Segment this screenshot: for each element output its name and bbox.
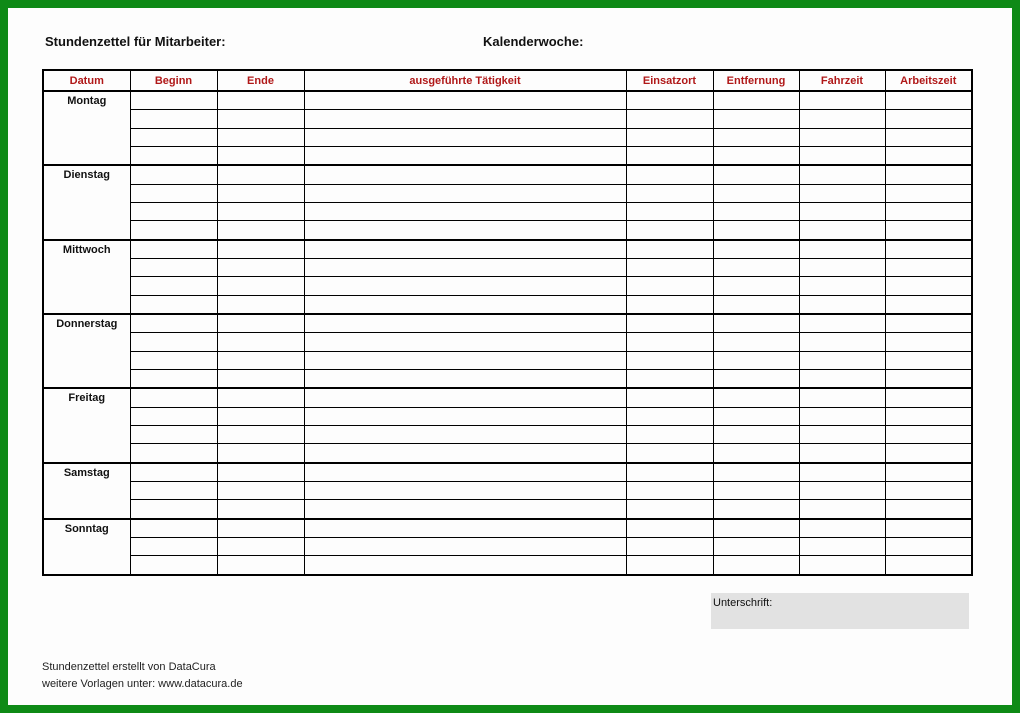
column-header-taetigkeit: ausgeführte Tätigkeit bbox=[304, 70, 626, 91]
cell-fahrzeit[interactable] bbox=[799, 519, 885, 538]
cell-beginn[interactable] bbox=[130, 519, 217, 538]
table-row bbox=[43, 500, 972, 519]
cell-beginn[interactable] bbox=[130, 388, 217, 407]
cell-einsatzort[interactable] bbox=[626, 128, 713, 146]
cell-ende[interactable] bbox=[217, 388, 304, 407]
timesheet-table bbox=[42, 69, 973, 576]
column-header-ende: Ende bbox=[217, 70, 304, 91]
cell-fahrzeit[interactable] bbox=[799, 147, 885, 166]
cell-einsatzort[interactable] bbox=[626, 203, 713, 221]
cell-ende[interactable] bbox=[217, 203, 304, 221]
day-label: Montag bbox=[43, 91, 130, 165]
cell-entfernung[interactable] bbox=[713, 482, 799, 500]
table-row bbox=[43, 333, 972, 351]
cell-beginn[interactable] bbox=[130, 203, 217, 221]
cell-entfernung[interactable] bbox=[713, 444, 799, 463]
table-header-row bbox=[43, 70, 972, 91]
cell-fahrzeit[interactable] bbox=[799, 407, 885, 425]
cell-arbeitszeit[interactable] bbox=[885, 407, 972, 425]
footer-more-templates: weitere Vorlagen unter: www.datacura.de bbox=[42, 678, 243, 690]
cell-fahrzeit[interactable] bbox=[799, 314, 885, 333]
cell-entfernung[interactable] bbox=[713, 519, 799, 538]
cell-einsatzort[interactable] bbox=[626, 388, 713, 407]
timesheet-body bbox=[43, 91, 972, 575]
cell-taetigkeit[interactable] bbox=[304, 147, 626, 166]
cell-einsatzort[interactable] bbox=[626, 184, 713, 202]
cell-beginn[interactable] bbox=[130, 277, 217, 295]
table-row bbox=[43, 351, 972, 369]
cell-ende[interactable] bbox=[217, 240, 304, 259]
cell-entfernung[interactable] bbox=[713, 221, 799, 240]
table-row bbox=[43, 295, 972, 314]
cell-einsatzort[interactable] bbox=[626, 463, 713, 482]
day-label: Freitag bbox=[43, 388, 130, 462]
cell-ende[interactable] bbox=[217, 519, 304, 538]
cell-entfernung[interactable] bbox=[713, 388, 799, 407]
cell-beginn[interactable] bbox=[130, 370, 217, 389]
cell-taetigkeit[interactable] bbox=[304, 351, 626, 369]
cell-ende[interactable] bbox=[217, 147, 304, 166]
cell-entfernung[interactable] bbox=[713, 351, 799, 369]
employee-label: Stundenzettel für Mitarbeiter: bbox=[45, 34, 226, 49]
table-row bbox=[43, 91, 972, 110]
cell-entfernung[interactable] bbox=[713, 407, 799, 425]
cell-taetigkeit[interactable] bbox=[304, 277, 626, 295]
cell-einsatzort[interactable] bbox=[626, 277, 713, 295]
column-header-einsatzort: Einsatzort bbox=[626, 70, 713, 91]
cell-einsatzort[interactable] bbox=[626, 444, 713, 463]
cell-beginn[interactable] bbox=[130, 314, 217, 333]
cell-einsatzort[interactable] bbox=[626, 110, 713, 128]
cell-fahrzeit[interactable] bbox=[799, 500, 885, 519]
cell-taetigkeit[interactable] bbox=[304, 110, 626, 128]
cell-beginn[interactable] bbox=[130, 482, 217, 500]
cell-ende[interactable] bbox=[217, 482, 304, 500]
table-row bbox=[43, 277, 972, 295]
cell-entfernung[interactable] bbox=[713, 128, 799, 146]
cell-ende[interactable] bbox=[217, 407, 304, 425]
cell-arbeitszeit[interactable] bbox=[885, 314, 972, 333]
cell-ende[interactable] bbox=[217, 556, 304, 575]
cell-beginn[interactable] bbox=[130, 426, 217, 444]
cell-beginn[interactable] bbox=[130, 184, 217, 202]
cell-entfernung[interactable] bbox=[713, 463, 799, 482]
cell-einsatzort[interactable] bbox=[626, 482, 713, 500]
signature-field[interactable] bbox=[711, 593, 969, 629]
cell-taetigkeit[interactable] bbox=[304, 538, 626, 556]
cell-taetigkeit[interactable] bbox=[304, 91, 626, 110]
cell-fahrzeit[interactable] bbox=[799, 538, 885, 556]
cell-entfernung[interactable] bbox=[713, 295, 799, 314]
cell-ende[interactable] bbox=[217, 444, 304, 463]
cell-ende[interactable] bbox=[217, 426, 304, 444]
cell-fahrzeit[interactable] bbox=[799, 351, 885, 369]
cell-arbeitszeit[interactable] bbox=[885, 463, 972, 482]
cell-ende[interactable] bbox=[217, 184, 304, 202]
cell-entfernung[interactable] bbox=[713, 426, 799, 444]
cell-arbeitszeit[interactable] bbox=[885, 556, 972, 575]
cell-arbeitszeit[interactable] bbox=[885, 221, 972, 240]
cell-entfernung[interactable] bbox=[713, 277, 799, 295]
table-row bbox=[43, 184, 972, 202]
cell-arbeitszeit[interactable] bbox=[885, 351, 972, 369]
cell-fahrzeit[interactable] bbox=[799, 556, 885, 575]
cell-taetigkeit[interactable] bbox=[304, 203, 626, 221]
calendar-week-label: Kalenderwoche: bbox=[483, 34, 584, 49]
cell-ende[interactable] bbox=[217, 277, 304, 295]
cell-arbeitszeit[interactable] bbox=[885, 538, 972, 556]
cell-taetigkeit[interactable] bbox=[304, 370, 626, 389]
cell-arbeitszeit[interactable] bbox=[885, 277, 972, 295]
cell-arbeitszeit[interactable] bbox=[885, 110, 972, 128]
day-label: Mittwoch bbox=[43, 240, 130, 314]
cell-taetigkeit[interactable] bbox=[304, 426, 626, 444]
cell-beginn[interactable] bbox=[130, 538, 217, 556]
day-label: Sonntag bbox=[43, 519, 130, 575]
table-row bbox=[43, 370, 972, 389]
cell-einsatzort[interactable] bbox=[626, 91, 713, 110]
column-header-arbeitszeit: Arbeitszeit bbox=[885, 70, 972, 91]
cell-arbeitszeit[interactable] bbox=[885, 500, 972, 519]
cell-entfernung[interactable] bbox=[713, 147, 799, 166]
cell-einsatzort[interactable] bbox=[626, 556, 713, 575]
table-row bbox=[43, 426, 972, 444]
cell-fahrzeit[interactable] bbox=[799, 221, 885, 240]
cell-taetigkeit[interactable] bbox=[304, 333, 626, 351]
cell-arbeitszeit[interactable] bbox=[885, 333, 972, 351]
cell-arbeitszeit[interactable] bbox=[885, 519, 972, 538]
cell-ende[interactable] bbox=[217, 333, 304, 351]
cell-entfernung[interactable] bbox=[713, 556, 799, 575]
cell-taetigkeit[interactable] bbox=[304, 240, 626, 259]
day-label: Donnerstag bbox=[43, 314, 130, 388]
cell-einsatzort[interactable] bbox=[626, 370, 713, 389]
signature-label: Unterschrift: bbox=[713, 597, 773, 609]
cell-einsatzort[interactable] bbox=[626, 538, 713, 556]
cell-taetigkeit[interactable] bbox=[304, 165, 626, 184]
cell-einsatzort[interactable] bbox=[626, 221, 713, 240]
table-row bbox=[43, 221, 972, 240]
cell-entfernung[interactable] bbox=[713, 240, 799, 259]
cell-arbeitszeit[interactable] bbox=[885, 165, 972, 184]
cell-beginn[interactable] bbox=[130, 147, 217, 166]
cell-taetigkeit[interactable] bbox=[304, 221, 626, 240]
day-label: Samstag bbox=[43, 463, 130, 519]
cell-einsatzort[interactable] bbox=[626, 519, 713, 538]
cell-taetigkeit[interactable] bbox=[304, 295, 626, 314]
cell-ende[interactable] bbox=[217, 128, 304, 146]
table-row bbox=[43, 314, 972, 333]
cell-taetigkeit[interactable] bbox=[304, 128, 626, 146]
cell-einsatzort[interactable] bbox=[626, 314, 713, 333]
cell-taetigkeit[interactable] bbox=[304, 463, 626, 482]
cell-beginn[interactable] bbox=[130, 240, 217, 259]
cell-beginn[interactable] bbox=[130, 259, 217, 277]
cell-beginn[interactable] bbox=[130, 91, 217, 110]
cell-fahrzeit[interactable] bbox=[799, 370, 885, 389]
cell-fahrzeit[interactable] bbox=[799, 91, 885, 110]
cell-fahrzeit[interactable] bbox=[799, 295, 885, 314]
cell-einsatzort[interactable] bbox=[626, 165, 713, 184]
cell-entfernung[interactable] bbox=[713, 184, 799, 202]
cell-fahrzeit[interactable] bbox=[799, 110, 885, 128]
footer-created-by: Stundenzettel erstellt von DataCura bbox=[42, 661, 216, 673]
cell-beginn[interactable] bbox=[130, 221, 217, 240]
cell-einsatzort[interactable] bbox=[626, 259, 713, 277]
day-label: Dienstag bbox=[43, 165, 130, 239]
cell-arbeitszeit[interactable] bbox=[885, 370, 972, 389]
cell-beginn[interactable] bbox=[130, 351, 217, 369]
cell-beginn[interactable] bbox=[130, 128, 217, 146]
cell-arbeitszeit[interactable] bbox=[885, 128, 972, 146]
table-row bbox=[43, 259, 972, 277]
cell-taetigkeit[interactable] bbox=[304, 184, 626, 202]
cell-taetigkeit[interactable] bbox=[304, 388, 626, 407]
cell-arbeitszeit[interactable] bbox=[885, 426, 972, 444]
cell-fahrzeit[interactable] bbox=[799, 444, 885, 463]
cell-einsatzort[interactable] bbox=[626, 240, 713, 259]
cell-entfernung[interactable] bbox=[713, 259, 799, 277]
cell-entfernung[interactable] bbox=[713, 110, 799, 128]
cell-taetigkeit[interactable] bbox=[304, 407, 626, 425]
cell-fahrzeit[interactable] bbox=[799, 128, 885, 146]
cell-ende[interactable] bbox=[217, 370, 304, 389]
cell-fahrzeit[interactable] bbox=[799, 463, 885, 482]
column-header-beginn: Beginn bbox=[130, 70, 217, 91]
cell-fahrzeit[interactable] bbox=[799, 333, 885, 351]
table-row bbox=[43, 240, 972, 259]
cell-taetigkeit[interactable] bbox=[304, 500, 626, 519]
cell-einsatzort[interactable] bbox=[626, 351, 713, 369]
cell-beginn[interactable] bbox=[130, 407, 217, 425]
cell-arbeitszeit[interactable] bbox=[885, 240, 972, 259]
cell-fahrzeit[interactable] bbox=[799, 165, 885, 184]
cell-entfernung[interactable] bbox=[713, 370, 799, 389]
table-row bbox=[43, 388, 972, 407]
table-row bbox=[43, 407, 972, 425]
cell-ende[interactable] bbox=[217, 463, 304, 482]
column-header-entfernung: Entfernung bbox=[713, 70, 799, 91]
cell-beginn[interactable] bbox=[130, 110, 217, 128]
cell-einsatzort[interactable] bbox=[626, 500, 713, 519]
cell-fahrzeit[interactable] bbox=[799, 240, 885, 259]
cell-taetigkeit[interactable] bbox=[304, 444, 626, 463]
cell-einsatzort[interactable] bbox=[626, 407, 713, 425]
cell-entfernung[interactable] bbox=[713, 165, 799, 184]
table-row bbox=[43, 444, 972, 463]
column-header-datum: Datum bbox=[43, 70, 130, 91]
cell-fahrzeit[interactable] bbox=[799, 259, 885, 277]
table-row bbox=[43, 482, 972, 500]
cell-taetigkeit[interactable] bbox=[304, 482, 626, 500]
cell-arbeitszeit[interactable] bbox=[885, 147, 972, 166]
cell-ende[interactable] bbox=[217, 295, 304, 314]
cell-fahrzeit[interactable] bbox=[799, 184, 885, 202]
cell-beginn[interactable] bbox=[130, 295, 217, 314]
table-row bbox=[43, 463, 972, 482]
cell-entfernung[interactable] bbox=[713, 500, 799, 519]
table-row bbox=[43, 203, 972, 221]
table-row bbox=[43, 110, 972, 128]
cell-arbeitszeit[interactable] bbox=[885, 444, 972, 463]
cell-ende[interactable] bbox=[217, 500, 304, 519]
cell-taetigkeit[interactable] bbox=[304, 314, 626, 333]
cell-einsatzort[interactable] bbox=[626, 426, 713, 444]
cell-beginn[interactable] bbox=[130, 556, 217, 575]
table-row bbox=[43, 165, 972, 184]
cell-arbeitszeit[interactable] bbox=[885, 295, 972, 314]
cell-fahrzeit[interactable] bbox=[799, 426, 885, 444]
column-header-fahrzeit: Fahrzeit bbox=[799, 70, 885, 91]
cell-beginn[interactable] bbox=[130, 333, 217, 351]
cell-entfernung[interactable] bbox=[713, 203, 799, 221]
table-row bbox=[43, 556, 972, 575]
table-row bbox=[43, 519, 972, 538]
cell-arbeitszeit[interactable] bbox=[885, 91, 972, 110]
cell-ende[interactable] bbox=[217, 351, 304, 369]
cell-einsatzort[interactable] bbox=[626, 147, 713, 166]
cell-beginn[interactable] bbox=[130, 165, 217, 184]
cell-fahrzeit[interactable] bbox=[799, 482, 885, 500]
cell-arbeitszeit[interactable] bbox=[885, 388, 972, 407]
table-row bbox=[43, 147, 972, 166]
cell-entfernung[interactable] bbox=[713, 314, 799, 333]
cell-beginn[interactable] bbox=[130, 444, 217, 463]
cell-fahrzeit[interactable] bbox=[799, 203, 885, 221]
cell-einsatzort[interactable] bbox=[626, 333, 713, 351]
cell-ende[interactable] bbox=[217, 91, 304, 110]
cell-ende[interactable] bbox=[217, 110, 304, 128]
cell-taetigkeit[interactable] bbox=[304, 519, 626, 538]
cell-entfernung[interactable] bbox=[713, 91, 799, 110]
cell-beginn[interactable] bbox=[130, 463, 217, 482]
cell-arbeitszeit[interactable] bbox=[885, 203, 972, 221]
cell-arbeitszeit[interactable] bbox=[885, 482, 972, 500]
cell-taetigkeit[interactable] bbox=[304, 259, 626, 277]
cell-einsatzort[interactable] bbox=[626, 295, 713, 314]
cell-ende[interactable] bbox=[217, 259, 304, 277]
cell-entfernung[interactable] bbox=[713, 538, 799, 556]
cell-entfernung[interactable] bbox=[713, 333, 799, 351]
cell-ende[interactable] bbox=[217, 221, 304, 240]
cell-arbeitszeit[interactable] bbox=[885, 184, 972, 202]
cell-ende[interactable] bbox=[217, 165, 304, 184]
cell-arbeitszeit[interactable] bbox=[885, 259, 972, 277]
cell-fahrzeit[interactable] bbox=[799, 277, 885, 295]
cell-beginn[interactable] bbox=[130, 500, 217, 519]
table-row bbox=[43, 128, 972, 146]
cell-fahrzeit[interactable] bbox=[799, 388, 885, 407]
cell-taetigkeit[interactable] bbox=[304, 556, 626, 575]
cell-ende[interactable] bbox=[217, 538, 304, 556]
table-row bbox=[43, 538, 972, 556]
cell-ende[interactable] bbox=[217, 314, 304, 333]
